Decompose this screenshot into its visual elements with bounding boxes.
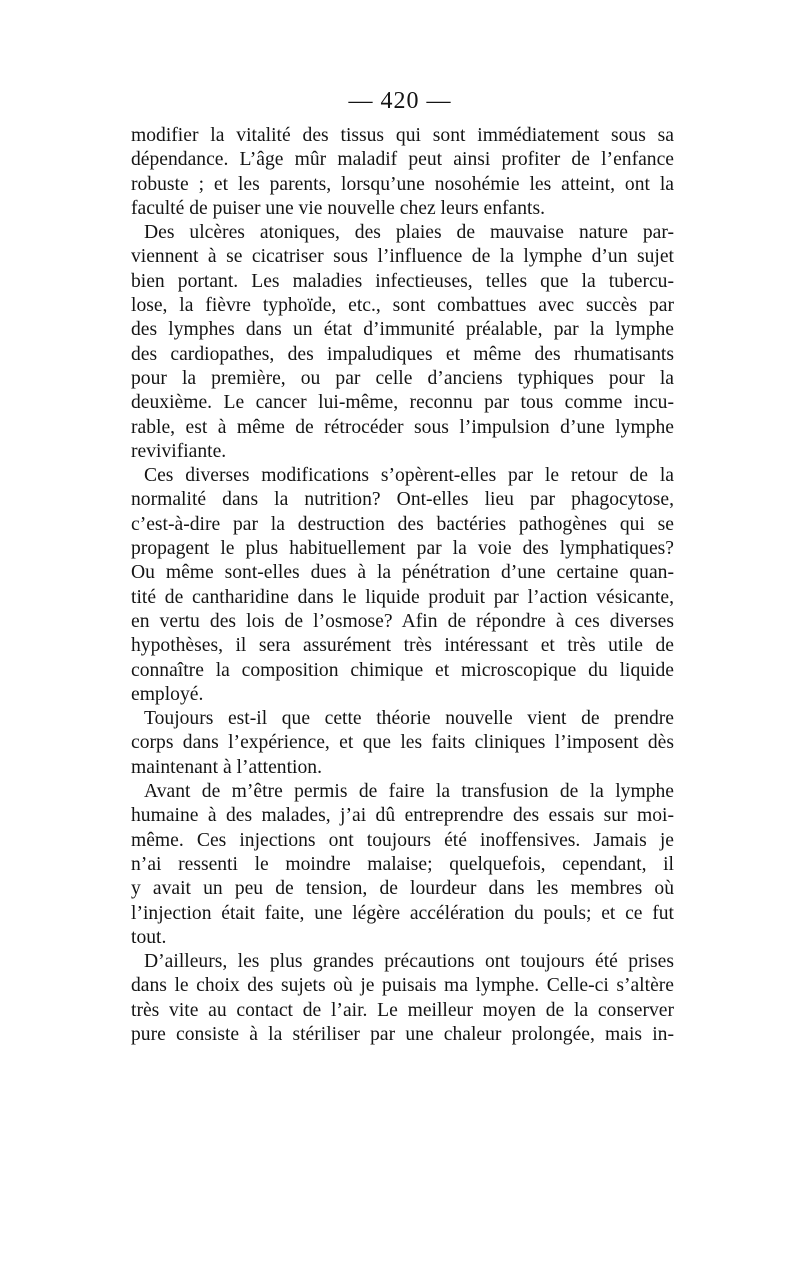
text-line: modifier la vitalité des tissus qui sont immédiatement sous sa xyxy=(131,125,674,146)
text-line: connaître la composition chimique et microscopique du liquide xyxy=(131,659,674,681)
text-line: viennent à se cicatriser sous l’influence de la lymphe d’un sujet xyxy=(131,246,674,268)
text-line: dans le choix des sujets où je puisais ma lymphe. Celle-ci s’altère xyxy=(131,975,674,997)
text-line: deuxième. Le cancer lui-même, reconnu par tous comme incu- xyxy=(131,392,674,414)
text-line: corps dans l’expérience, et que les faits cliniques l’imposent dès xyxy=(131,732,674,754)
paragraph xyxy=(131,221,674,464)
paragraph xyxy=(131,464,674,707)
text-line: dépendance. L’âge mûr maladif peut ainsi profiter de l’enfance xyxy=(131,149,674,171)
text-line: Ces diverses modifications s’opèrent-elles par le retour de la xyxy=(144,465,674,487)
text-line: revivifiante. xyxy=(131,440,227,462)
text-line: lose, la fièvre typhoïde, etc., sont combattues avec succès par xyxy=(131,295,674,317)
text-line: bien portant. Les maladies infectieuses, telles que la tubercu- xyxy=(131,270,674,292)
text-line: en vertu des lois de l’osmose? Afin de répondre à ces diverses xyxy=(131,610,674,632)
text-line: tout. xyxy=(131,926,167,948)
text-line: pour la première, ou par celle d’anciens typhiques pour la xyxy=(131,367,674,389)
text-line: des lymphes dans un état d’immunité préalable, par la lymphe xyxy=(131,319,674,341)
text-line: y avait un peu de tension, de lourdeur dans les membres où xyxy=(131,878,674,900)
page-number: — 420 — xyxy=(348,88,452,114)
text-line: n’ai ressenti le moindre malaise; quelquefois, cependant, il xyxy=(131,853,674,875)
text-line: Ou même sont-elles dues à la pénétration d’une certaine quan- xyxy=(131,562,674,584)
text-line: rable, est à même de rétrocéder sous l’impulsion d’une lymphe xyxy=(131,416,674,438)
paragraph xyxy=(131,950,674,1047)
text-line: l’injection était faite, une légère accélération du pouls; et ce fut xyxy=(131,902,674,924)
text-line: tité de cantharidine dans le liquide produit par l’action vésicante, xyxy=(131,586,674,608)
paragraph xyxy=(131,124,674,221)
text-line: maintenant à l’attention. xyxy=(131,756,322,778)
text-line: normalité dans la nutrition? Ont-elles lieu par phagocytose, xyxy=(131,489,674,511)
text-line: même. Ces injections ont toujours été inoffensives. Jamais je xyxy=(131,829,674,851)
paragraph xyxy=(131,780,674,950)
text-line: faculté de puiser une vie nouvelle chez leurs enfants. xyxy=(131,197,546,219)
paragraph xyxy=(131,707,674,780)
text-line: propagent le plus habituellement par la voie des lymphatiques? xyxy=(131,538,674,560)
text-line: Avant de m’être permis de faire la transfusion de la lymphe xyxy=(144,781,674,803)
text-line: robuste ; et les parents, lorsqu’une nosohémie les atteint, ont la xyxy=(131,173,674,195)
text-line: employé. xyxy=(131,683,204,705)
text-line: Des ulcères atoniques, des plaies de mauvaise nature par- xyxy=(144,222,674,244)
text-line: D’ailleurs, les plus grandes précautions ont toujours été prises xyxy=(144,951,674,973)
text-line: hypothèses, il sera assurément très intéressant et très utile de xyxy=(131,635,674,657)
text-line: très vite au contact de l’air. Le meilleur moyen de la conserver xyxy=(131,999,674,1021)
text-line: des cardiopathes, des impaludiques et même des rhumatisants xyxy=(131,343,674,365)
text-line: humaine à des malades, j’ai dû entreprendre des essais sur moi- xyxy=(131,805,674,827)
text-line: c’est-à-dire par la destruction des bactéries pathogènes qui se xyxy=(131,513,674,535)
body-text xyxy=(131,124,674,1047)
text-line: Toujours est-il que cette théorie nouvelle vient de prendre xyxy=(144,708,674,730)
text-line: pure consiste à la stériliser par une chaleur prolongée, mais in- xyxy=(131,1023,674,1045)
